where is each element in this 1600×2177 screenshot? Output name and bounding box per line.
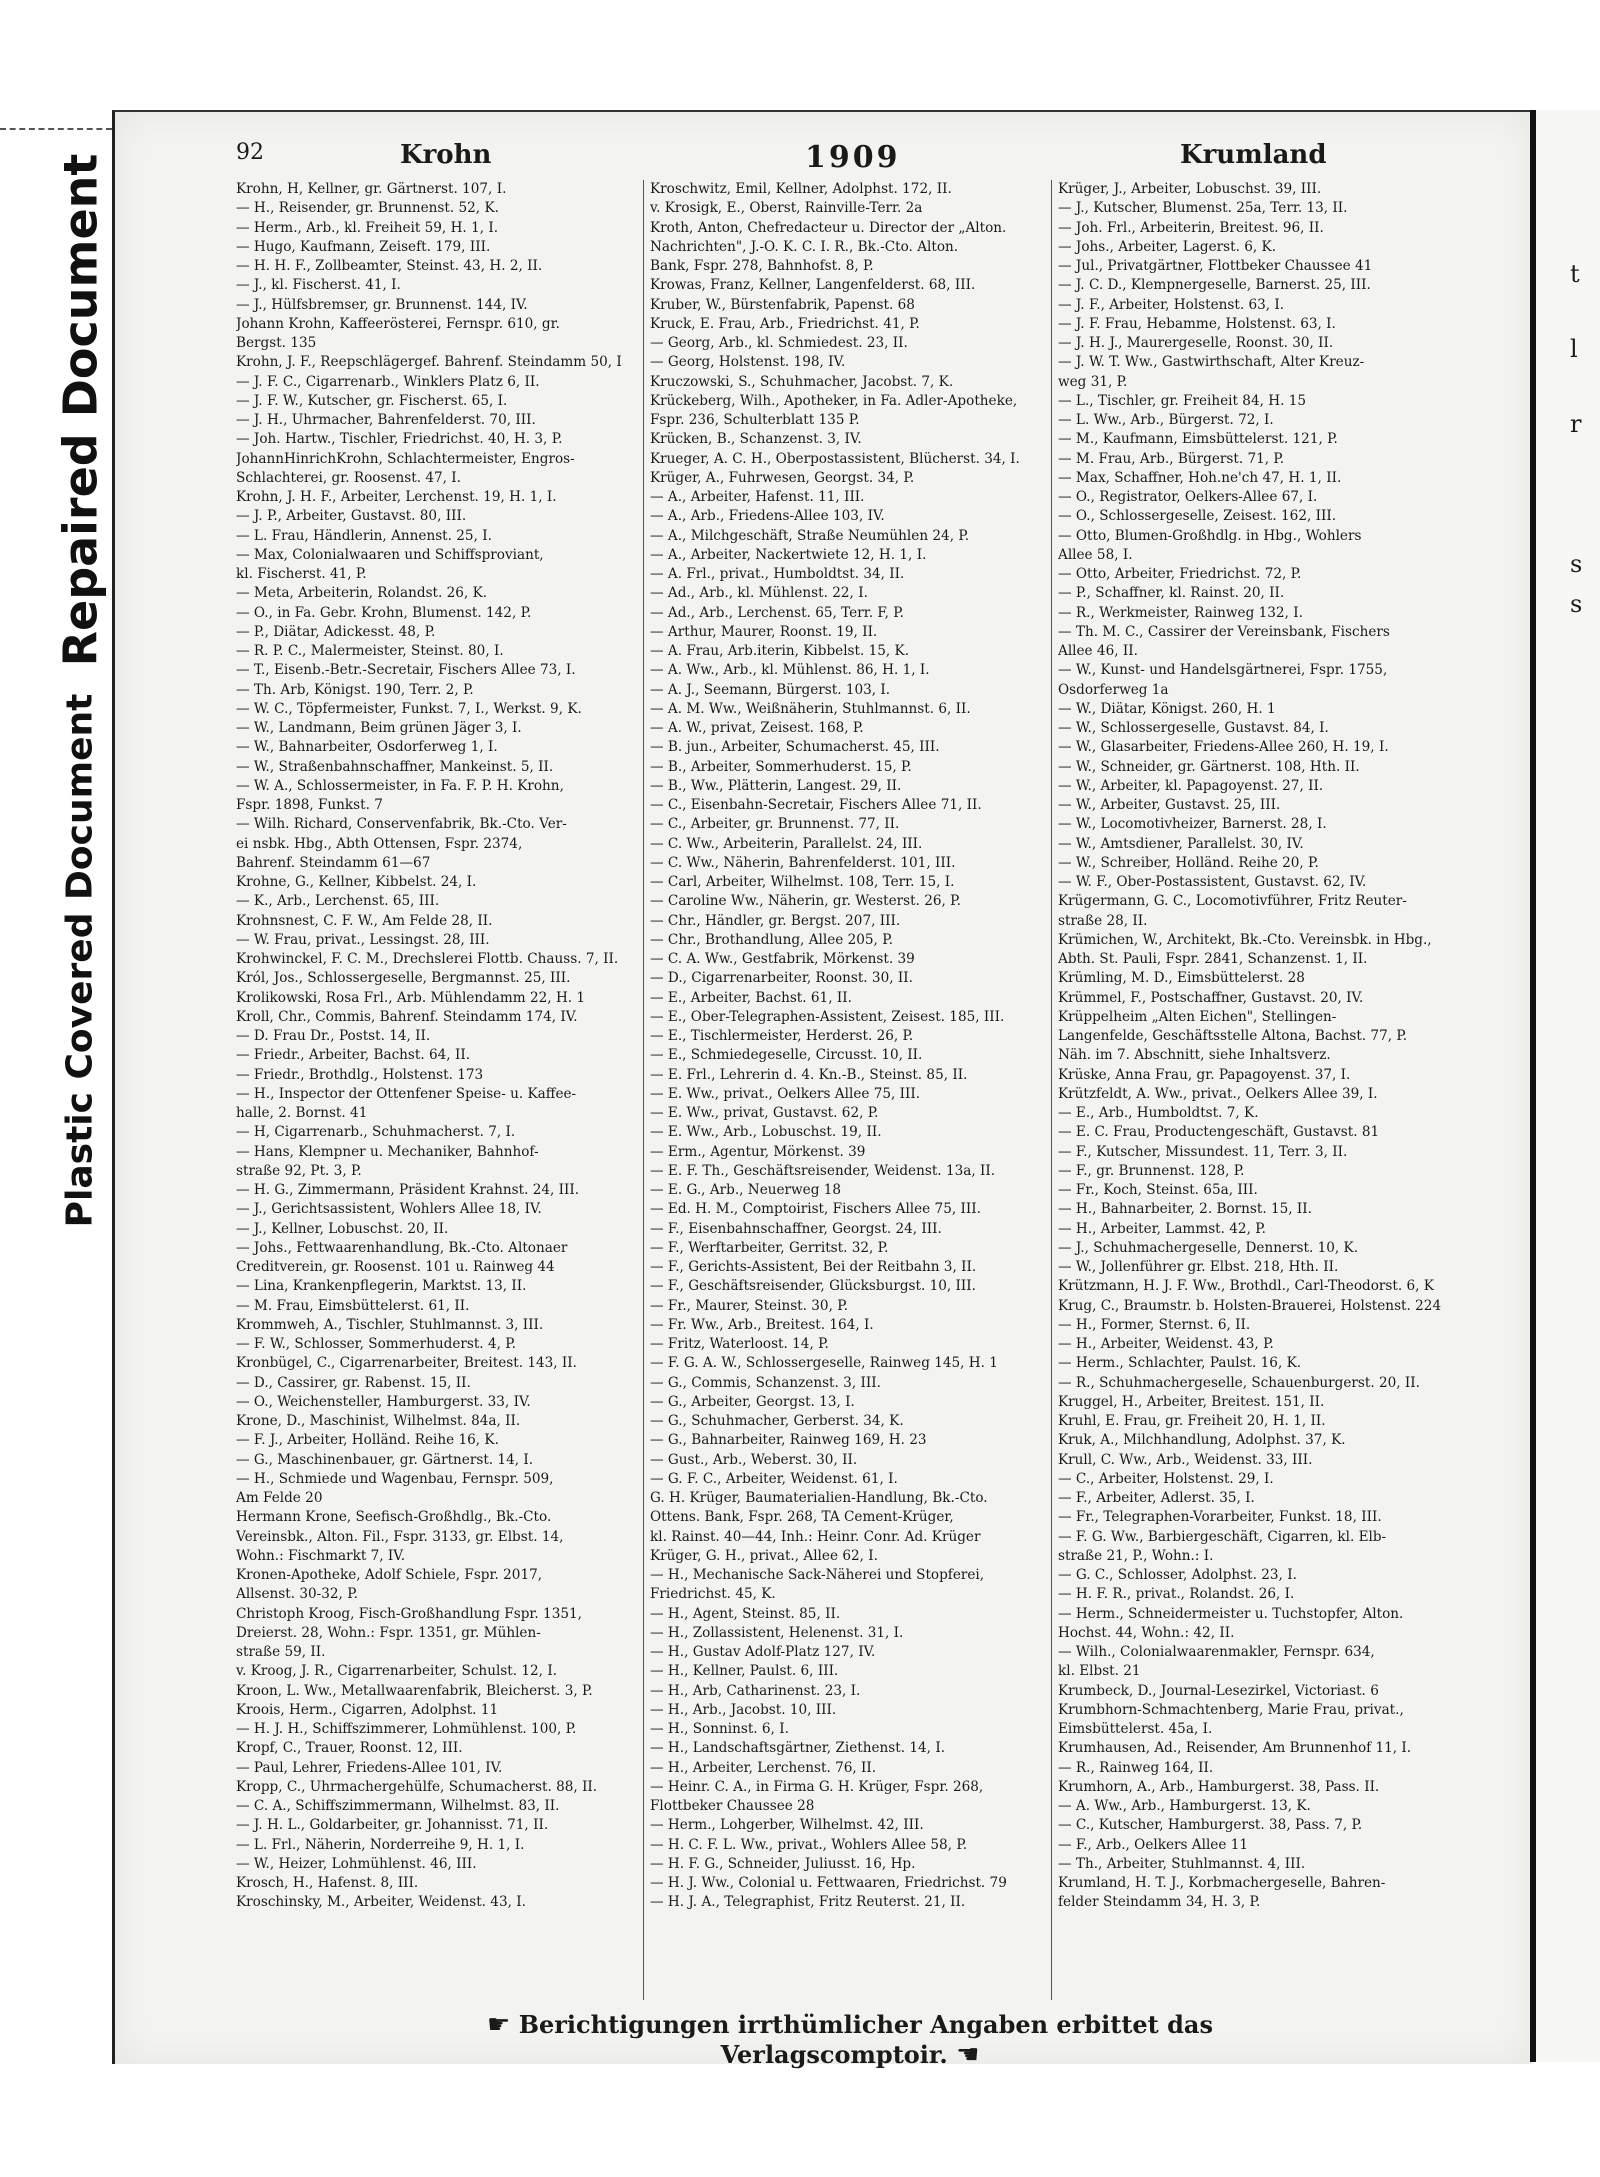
directory-entry: — Paul, Lehrer, Friedens-Allee 101, IV. xyxy=(236,1759,503,1776)
directory-entry: — Fritz, Waterloost. 14, P. xyxy=(650,1336,829,1352)
directory-entry: ei nsbk. Hbg., Abth Ottensen, Fspr. 2374, xyxy=(236,835,523,852)
directory-entry: v. Kroog, J. R., Cigarrenarbeiter, Schulst. 12, I. xyxy=(236,1663,558,1680)
directory-entry: Fspr. 1898, Funkst. 7 xyxy=(236,797,383,813)
directory-entry: — G. F. C., Arbeiter, Weidenst. 61, I. xyxy=(650,1470,898,1487)
directory-entry: — Th. Arb, Königst. 190, Terr. 2, P. xyxy=(236,681,474,698)
directory-entry: — J., Gerichtsassistent, Wohlers Allee 18, IV. xyxy=(236,1201,542,1218)
directory-entry: — Max, Colonialwaaren und Schiffsproviant, xyxy=(236,546,544,563)
pointing-hand-left-icon: ☛ xyxy=(487,2010,511,2040)
directory-entry: — T., Eisenb.-Betr.-Secretair, Fischers Allee 73, I. xyxy=(236,662,576,679)
directory-entry: — M., Kaufmann, Eimsbüttelerst. 121, P. xyxy=(1058,431,1338,448)
directory-entry: — E. Ww., privat., Oelkers Allee 75, III. xyxy=(650,1085,921,1102)
directory-entry: — A. W., privat, Zeisest. 168, P. xyxy=(650,720,864,736)
directory-entry: Ottens. Bank, Fspr. 268, TA Cement-Krüger, xyxy=(650,1509,954,1526)
directory-entry: — F., Geschäftsreisender, Glücksburgst. 10, III. xyxy=(650,1278,976,1295)
directory-entry: Schlachterei, gr. Roosenst. 47, I. xyxy=(236,469,461,486)
directory-entry: Krumbhorn-Schmachtenberg, Marie Frau, privat., xyxy=(1058,1701,1404,1718)
directory-entry: — Friedr., Brothdlg., Holstenst. 173 xyxy=(236,1066,484,1083)
directory-entry: straße 21, P., Wohn.: I. xyxy=(1058,1547,1214,1564)
directory-entry: — Wilh. Richard, Conservenfabrik, Bk.-Cto. Ver- xyxy=(236,816,567,833)
directory-entry: straße 59, II. xyxy=(236,1644,326,1660)
directory-entry: — O., Registrator, Oelkers-Allee 67, I. xyxy=(1058,489,1318,505)
directory-entry: Kruk, A., Milchhandlung, Adolphst. 37, K. xyxy=(1058,1432,1346,1449)
directory-entry: — R., Schuhmachergeselle, Schauenburgerst. 20, II. xyxy=(1058,1374,1420,1391)
adjacent-char: s xyxy=(1570,590,1583,618)
directory-entry: — Hans, Klempner u. Mechaniker, Bahnhof- xyxy=(236,1143,539,1160)
directory-entry: Bahrenf. Steindamm 61—67 xyxy=(236,854,431,871)
directory-entry: — C., Eisenbahn-Secretair, Fischers Allee 71, II. xyxy=(650,797,982,813)
directory-entry: — H. F. R., privat., Rolandst. 26, I. xyxy=(1058,1586,1295,1603)
directory-entry: — F., Arb., Oelkers Allee 11 xyxy=(1058,1836,1249,1853)
directory-entry: Kronbügel, C., Cigarrenarbeiter, Breitest. 143, II. xyxy=(236,1355,577,1372)
directory-entry: Krone, D., Maschinist, Wilhelmst. 84a, II. xyxy=(236,1413,521,1429)
directory-entry: Kroll, Chr., Commis, Bahrenf. Steindamm 174, IV. xyxy=(236,1008,578,1025)
directory-entry: — E. G., Arb., Neuerweg 18 xyxy=(650,1182,842,1198)
directory-entry: — Erm., Agentur, Mörkenst. 39 xyxy=(650,1143,866,1160)
directory-entry: — A. Ww., Arb., kl. Mühlenst. 86, H. 1, I. xyxy=(650,662,930,679)
directory-entry: — J. F. W., Kutscher, gr. Fischerst. 65, I. xyxy=(236,392,508,409)
directory-entry: — L. Frau, Händlerin, Annenst. 25, I. xyxy=(236,527,492,544)
directory-entry: kl. Elbst. 21 xyxy=(1058,1663,1141,1680)
directory-entry: — H. G., Zimmermann, Präsident Krahnst. 24, III. xyxy=(236,1182,580,1198)
directory-entry: — Herm., Schlachter, Paulst. 16, K. xyxy=(1058,1355,1302,1372)
directory-entry: — J. H., Uhrmacher, Bahrenfelderst. 70, III. xyxy=(236,412,536,428)
directory-entry: halle, 2. Bornst. 41 xyxy=(236,1105,368,1121)
directory-entry: — W., Schreiber, Holländ. Reihe 20, P. xyxy=(1058,854,1319,871)
directory-entry: Krützmann, H. J. F. Ww., Brothdl., Carl-Theodorst. 6, K xyxy=(1058,1278,1434,1295)
directory-entry: — W., Schneider, gr. Gärtnerst. 108, Hth. II. xyxy=(1058,758,1360,775)
directory-entry: — J. C. D., Klempnergeselle, Barnerst. 25, III. xyxy=(1058,277,1371,294)
directory-entry: Allee 58, I. xyxy=(1058,546,1133,563)
directory-entry: — Chr., Händler, gr. Bergst. 207, III. xyxy=(650,912,901,929)
directory-entry: — H., Gustav Adolf-Platz 127, IV. xyxy=(650,1644,876,1660)
directory-entry: Krohn, H, Kellner, gr. Gärtnerst. 107, I. xyxy=(236,181,507,197)
directory-entry: — E. Ww., privat, Gustavst. 62, P. xyxy=(650,1105,879,1121)
directory-entry: — C. Ww., Näherin, Bahrenfelderst. 101, III. xyxy=(650,854,956,871)
directory-entry: — E., Schmiedegeselle, Circusst. 10, II. xyxy=(650,1047,923,1064)
directory-entry: — J. W. T. Ww., Gastwirthschaft, Alter Kreuz- xyxy=(1058,354,1365,371)
directory-entry: Krumbeck, D., Journal-Lesezirkel, Victoriast. 6 xyxy=(1058,1682,1379,1699)
directory-entry: — D., Cigarrenarbeiter, Roonst. 30, II. xyxy=(650,970,913,987)
directory-entry: Krueger, A. C. H., Oberpostassistent, Blücherst. 34, I. xyxy=(650,450,1020,467)
directory-entry: Krützfeldt, A. Ww., privat., Oelkers Allee 39, I. xyxy=(1058,1085,1378,1102)
directory-entry: — Joh. Frl., Arbeiterin, Breitest. 96, II. xyxy=(1058,219,1324,236)
directory-entry: — J., Hülfsbremser, gr. Brunnenst. 144, IV. xyxy=(236,296,528,313)
directory-entry: Eimsbüttelerst. 45a, I. xyxy=(1058,1721,1213,1737)
directory-entry: Kruczowski, S., Schuhmacher, Jacobst. 7, K. xyxy=(650,373,954,390)
directory-entry: — Johs., Arbeiter, Lagerst. 6, K. xyxy=(1058,238,1277,255)
directory-entry: — F., Werftarbeiter, Gerritst. 32, P. xyxy=(650,1239,889,1256)
directory-entry: Flottbeker Chaussee 28 xyxy=(650,1798,815,1814)
directory-entry: — Fr., Koch, Steinst. 65a, III. xyxy=(1058,1182,1258,1198)
directory-entry: Krumhorn, A., Arb., Hamburgerst. 38, Pass. II. xyxy=(1058,1778,1380,1795)
directory-entry: — E., Ober-Telegraphen-Assistent, Zeisest. 185, III. xyxy=(650,1008,1005,1025)
directory-entry: — H. J. H., Schiffszimmerer, Lohmühlenst. 100, P. xyxy=(236,1721,577,1737)
directory-entry: — W., Heizer, Lohmühlenst. 46, III. xyxy=(236,1855,477,1872)
directory-entry: Kropf, C., Trauer, Roonst. 12, III. xyxy=(236,1740,463,1757)
directory-entry: Wohn.: Fischmarkt 7, IV. xyxy=(236,1547,406,1564)
directory-entry: Langenfelde, Geschäftsstelle Altona, Bachst. 77, P. xyxy=(1058,1028,1408,1044)
directory-entry: — F. G. A. W., Schlossergeselle, Rainweg 145, H. 1 xyxy=(650,1355,998,1372)
directory-entry: — H., Arbeiter, Lerchenst. 76, II. xyxy=(650,1759,877,1776)
directory-entry: — H., Bahnarbeiter, 2. Bornst. 15, II. xyxy=(1058,1201,1312,1218)
directory-entry: — A., Arb., Friedens-Allee 103, IV. xyxy=(650,508,885,525)
directory-entry: Krüske, Anna Frau, gr. Papagoyenst. 37, I. xyxy=(1058,1066,1351,1083)
directory-entry: Krüger, A., Fuhrwesen, Georgst. 34, P. xyxy=(650,469,915,486)
directory-entry: — K., Arb., Lerchenst. 65, III. xyxy=(236,893,440,910)
directory-entry: kl. Fischerst. 41, P. xyxy=(236,566,367,582)
footer-text: Berichtigungen irrthümlicher Angaben erbittet das Verlagscomptoir. xyxy=(518,2010,1213,2069)
directory-entry: — C. Ww., Arbeiterin, Parallelst. 24, III. xyxy=(650,835,923,852)
page-number: 92 xyxy=(236,140,264,165)
header-last-word: Krumland xyxy=(1180,140,1327,170)
directory-entry: — B., Ww., Plätterin, Langest. 29, II. xyxy=(650,777,902,794)
directory-entry: — Fr. Ww., Arb., Breitest. 164, I. xyxy=(650,1316,874,1333)
directory-entry: — Ed. H. M., Comptoirist, Fischers Allee 75, III. xyxy=(650,1201,981,1218)
directory-entry: — Max, Schaffner, Hoh.ne'ch 47, H. 1, II. xyxy=(1058,469,1342,486)
directory-entry: Kruggel, H., Arbeiter, Breitest. 151, II. xyxy=(1058,1393,1325,1410)
directory-entry: — A. M. Ww., Weißnäherin, Stuhlmannst. 6, II. xyxy=(650,700,971,717)
directory-entry: — Herm., Schneidermeister u. Tuchstopfer, Alton. xyxy=(1058,1605,1404,1622)
repaired-document-label: Repaired Document xyxy=(53,153,108,667)
directory-entry: Krohne, G., Kellner, Kibbelst. 24, I. xyxy=(236,874,477,890)
directory-entry: — L., Tischler, gr. Freiheit 84, H. 15 xyxy=(1058,392,1307,409)
directory-entry: — W. A., Schlossermeister, in Fa. F. P. H. Krohn, xyxy=(236,777,564,794)
directory-entry: — B., Arbeiter, Sommerhuderst. 15, P. xyxy=(650,758,912,775)
repaired-document-banner xyxy=(40,140,120,680)
directory-entry: — A., Arbeiter, Nackertwiete 12, H. 1, I. xyxy=(650,546,927,563)
directory-entry: straße 92, Pt. 3, P. xyxy=(236,1162,362,1179)
directory-entry: Krohn, J. F., Reepschlägergef. Bahrenf. Steindamm 50, I xyxy=(236,354,622,371)
adjacent-char: s xyxy=(1570,550,1583,578)
directory-entry: — Joh. Hartw., Tischler, Friedrichst. 40, H. 3, P. xyxy=(236,431,563,448)
directory-entry: — Meta, Arbeiterin, Rolandst. 26, K. xyxy=(236,585,488,602)
directory-entry: — H., Inspector der Ottenfener Speise- u. Kaffee- xyxy=(236,1085,577,1102)
directory-entry: felder Steindamm 34, H. 3, P. xyxy=(1058,1894,1261,1911)
directory-entry: — C. A. Ww., Gestfabrik, Mörkenst. 39 xyxy=(650,951,915,967)
directory-entry: — J. F. Frau, Hebamme, Holstenst. 63, I. xyxy=(1058,315,1336,332)
directory-entry: — E. Frl., Lehrerin d. 4. Kn.-B., Steinst. 85, II. xyxy=(650,1066,968,1083)
directory-entry: — J. H. J., Maurergeselle, Roonst. 30, II. xyxy=(1058,335,1334,351)
directory-entry: — J., Kellner, Lobuschst. 20, II. xyxy=(236,1220,449,1237)
directory-entry: — H., Arbeiter, Weidenst. 43, P. xyxy=(1058,1336,1274,1352)
directory-entry: Nachrichten", J.-O. K. C. I. R., Bk.-Cto. Alton. xyxy=(650,238,959,255)
directory-entry: — H., Arbeiter, Lammst. 42, P. xyxy=(1058,1220,1266,1237)
directory-entry: — H., Sonninst. 6, I. xyxy=(650,1721,789,1737)
directory-entry: — C. A., Schiffszimmermann, Wilhelmst. 83, II. xyxy=(236,1798,560,1814)
directory-entry: — J. P., Arbeiter, Gustavst. 80, III. xyxy=(236,508,467,525)
directory-entry: — H., Zollassistent, Helenenst. 31, I. xyxy=(650,1624,904,1641)
directory-entry: Johann Krohn, Kaffeerösterei, Fernspr. 610, gr. xyxy=(236,315,560,332)
directory-entry: — W., Amtsdiener, Parallelst. 30, IV. xyxy=(1058,835,1304,852)
directory-entry: — H., Reisender, gr. Brunnenst. 52, K. xyxy=(236,200,499,217)
directory-entry: — Chr., Brothandlung, Allee 205, P. xyxy=(650,931,893,948)
directory-entry: — Wilh., Colonialwaarenmakler, Fernspr. 634, xyxy=(1058,1644,1375,1660)
directory-entry: — F., Arbeiter, Adlerst. 35, I. xyxy=(1058,1490,1255,1506)
directory-entry: Krug, C., Braumstr. b. Holsten-Brauerei, Holstenst. 224 xyxy=(1058,1297,1442,1314)
directory-entry: Krolikowski, Rosa Frl., Arb. Mühlendamm 22, H. 1 xyxy=(236,989,586,1006)
directory-entry: — B. jun., Arbeiter, Schumacherst. 45, III. xyxy=(650,739,940,756)
directory-entry: — D. Frau Dr., Postst. 14, II. xyxy=(236,1028,431,1044)
directory-entry: Krowas, Franz, Kellner, Langenfelderst. 68, III. xyxy=(650,277,976,294)
directory-entry: — Fr., Telegraphen-Vorarbeiter, Funkst. 18, III. xyxy=(1058,1509,1382,1526)
directory-entry: straße 28, II. xyxy=(1058,912,1148,929)
directory-entry: — H., Schmiede und Wagenbau, Fernspr. 509, xyxy=(236,1470,554,1487)
adjacent-char: r xyxy=(1570,410,1582,438)
directory-entry: — H., Arb, Catharinenst. 23, I. xyxy=(650,1682,861,1699)
directory-entry: — Otto, Blumen-Großhdlg. in Hbg., Wohlers xyxy=(1058,527,1362,544)
directory-entry: — A. Frau, Arb.iterin, Kibbelst. 15, K. xyxy=(650,643,910,659)
directory-column-3 xyxy=(1058,180,1468,1913)
directory-entry: Christoph Kroog, Fisch-Großhandlung Fspr. 1351, xyxy=(236,1605,582,1622)
directory-entry: — M. Frau, Eimsbüttelerst. 61, II. xyxy=(236,1297,470,1314)
directory-entry: — Arthur, Maurer, Roonst. 19, II. xyxy=(650,623,878,640)
scan-edge-dashes xyxy=(0,128,112,130)
directory-entry: Krumhausen, Ad., Reisender, Am Brunnenhof 11, I. xyxy=(1058,1740,1412,1757)
directory-entry: Krückeberg, Wilh., Apotheker, in Fa. Adler-Apotheke, xyxy=(650,392,1018,409)
directory-entry: — H., Agent, Steinst. 85, II. xyxy=(650,1605,841,1622)
directory-entry: — Herm., Lohgerber, Wilhelmst. 42, III. xyxy=(650,1817,924,1834)
directory-entry: — R. P. C., Malermeister, Steinst. 80, I. xyxy=(236,643,504,659)
directory-entry: — Heinr. C. A., in Firma G. H. Krüger, Fspr. 268, xyxy=(650,1778,984,1795)
directory-entry: — P., Diätar, Adickesst. 48, P. xyxy=(236,623,436,640)
directory-entry: — C., Kutscher, Hamburgerst. 38, Pass. 7, P. xyxy=(1058,1817,1363,1834)
directory-entry: Krumland, H. T. J., Korbmachergeselle, Bahren- xyxy=(1058,1875,1386,1891)
directory-entry: Krohnsnest, C. F. W., Am Felde 28, II. xyxy=(236,912,493,929)
directory-entry: kl. Rainst. 40—44, Inh.: Heinr. Conr. Ad. Krüger xyxy=(650,1528,981,1545)
directory-column-2 xyxy=(650,180,1060,1913)
directory-entry: — F. G. Ww., Barbiergeschäft, Cigarren, kl. Elb- xyxy=(1058,1528,1387,1545)
directory-entry: — F. J., Arbeiter, Holländ. Reihe 16, K. xyxy=(236,1432,499,1449)
directory-entry: — W., Arbeiter, Gustavst. 25, III. xyxy=(1058,797,1281,813)
directory-entry: Abth. St. Pauli, Fspr. 2841, Schanzenst. 1, II. xyxy=(1058,951,1368,967)
directory-entry: — F., Eisenbahnschaffner, Georgst. 24, III. xyxy=(650,1220,942,1237)
directory-entry: Krümmel, F., Postschaffner, Gustavst. 20, IV. xyxy=(1058,989,1364,1006)
directory-entry: — H, Cigarrenarb., Schuhmacherst. 7, I. xyxy=(236,1124,516,1141)
directory-entry: — H., Kellner, Paulst. 6, III. xyxy=(650,1663,839,1680)
directory-entry: — W., Landmann, Beim grünen Jäger 3, I. xyxy=(236,720,522,736)
directory-entry: G. H. Krüger, Baumaterialien-Handlung, Bk.-Cto. xyxy=(650,1490,988,1506)
directory-entry: — J. F., Arbeiter, Holstenst. 63, I. xyxy=(1058,296,1285,313)
directory-entry: — J., Kutscher, Blumenst. 25a, Terr. 13, II. xyxy=(1058,200,1348,217)
directory-entry: — H. C. F. L. Ww., privat., Wohlers Allee 58, P. xyxy=(650,1836,968,1853)
directory-entry: — H. F. G., Schneider, Juliusst. 16, Hp. xyxy=(650,1855,916,1872)
directory-entry: Krosch, H., Hafenst. 8, III. xyxy=(236,1875,419,1891)
directory-entry: Krüger, J., Arbeiter, Lobuschst. 39, III. xyxy=(1058,181,1322,197)
directory-entry: — F., gr. Brunnenst. 128, P. xyxy=(1058,1162,1245,1179)
directory-entry: — C., Arbeiter, gr. Brunnenst. 77, II. xyxy=(650,816,900,833)
directory-entry: — Carl, Arbeiter, Wilhelmst. 108, Terr. 15, I. xyxy=(650,874,955,890)
adjacent-page-edge xyxy=(1530,110,1600,2062)
directory-entry: — Gust., Arb., Weberst. 30, II. xyxy=(650,1451,858,1468)
directory-entry: — J. F. C., Cigarrenarb., Winklers Platz 6, II. xyxy=(236,373,540,390)
directory-entry: — H. J. Ww., Colonial u. Fettwaaren, Friedrichst. 79 xyxy=(650,1875,1007,1891)
directory-entry: Hochst. 44, Wohn.: 42, II. xyxy=(1058,1624,1235,1641)
directory-entry: — W. Frau, privat., Lessingst. 28, III. xyxy=(236,931,490,948)
directory-entry: — W., Jollenführer gr. Elbst. 218, Hth. II. xyxy=(1058,1259,1339,1275)
directory-entry: — Th. M. C., Cassirer der Vereinsbank, Fischers xyxy=(1058,623,1390,640)
directory-entry: — G., Arbeiter, Georgst. 13, I. xyxy=(650,1393,855,1410)
directory-entry: — E., Tischlermeister, Herderst. 26, P. xyxy=(650,1028,914,1044)
directory-entry: — Friedr., Arbeiter, Bachst. 64, II. xyxy=(236,1047,471,1064)
directory-entry: — A. J., Seemann, Bürgerst. 103, I. xyxy=(650,681,891,698)
directory-entry: — G., Maschinenbauer, gr. Gärtnerst. 14, I. xyxy=(236,1451,534,1468)
directory-entry: — Ad., Arb., Lerchenst. 65, Terr. F, P. xyxy=(650,604,905,621)
directory-entry: Krommweh, A., Tischler, Stuhlmannst. 3, III. xyxy=(236,1316,544,1333)
directory-entry: Kruck, E. Frau, Arb., Friedrichst. 41, P. xyxy=(650,315,920,332)
adjacent-char: l xyxy=(1570,335,1578,363)
directory-entry: Creditverein, gr. Roosenst. 101 u. Rainweg 44 xyxy=(236,1259,555,1275)
directory-entry: — W., Kunst- und Handelsgärtnerei, Fspr. 1755, xyxy=(1058,662,1388,679)
directory-entry: — J., Schuhmachergeselle, Dennerst. 10, K. xyxy=(1058,1239,1359,1256)
directory-entry: — W., Glasarbeiter, Friedens-Allee 260, H. 19, I. xyxy=(1058,739,1389,756)
directory-entry: Król, Jos., Schlossergeselle, Bergmannst. 25, III. xyxy=(236,970,571,987)
directory-entry: — A. Ww., Arb., Hamburgerst. 13, K. xyxy=(1058,1798,1311,1814)
directory-entry: Krohn, J. H. F., Arbeiter, Lerchenst. 19, H. 1, I. xyxy=(236,489,557,505)
directory-entry: — A. Frl., privat., Humboldtst. 34, II. xyxy=(650,566,905,582)
footer-notice xyxy=(440,2010,1260,2070)
directory-entry: — E., Arb., Humboldtst. 7, K. xyxy=(1058,1105,1259,1121)
directory-entry: weg 31, P. xyxy=(1058,373,1128,390)
directory-entry: — H., Mechanische Sack-Näherei und Stopferei, xyxy=(650,1567,985,1583)
directory-entry: Krümichen, W., Architekt, Bk.-Cto. Vereinsbk. in Hbg., xyxy=(1058,931,1432,948)
directory-entry: Krüger, G. H., privat., Allee 62, I. xyxy=(650,1547,878,1564)
directory-entry: Näh. im 7. Abschnitt, siehe Inhaltsverz. xyxy=(1058,1047,1331,1064)
directory-entry: — W., Bahnarbeiter, Osdorferweg 1, I. xyxy=(236,739,498,756)
directory-entry: — E. F. Th., Geschäftsreisender, Weidenst. 13a, II. xyxy=(650,1162,996,1179)
directory-entry: Kroth, Anton, Chefredacteur u. Director der „Alton. xyxy=(650,219,1007,236)
directory-entry: — J., kl. Fischerst. 41, I. xyxy=(236,277,401,294)
directory-entry: — A., Milchgeschäft, Straße Neumühlen 24, P. xyxy=(650,527,970,544)
directory-entry: JohannHinrichKrohn, Schlachtermeister, Engros- xyxy=(236,450,575,467)
directory-entry: — Jul., Privatgärtner, Flottbeker Chaussee 41 xyxy=(1058,258,1373,274)
directory-entry: — C., Arbeiter, Holstenst. 29, I. xyxy=(1058,1470,1274,1487)
directory-entry: — W. C., Töpfermeister, Funkst. 7, I., Werkst. 9, K. xyxy=(236,700,582,717)
directory-entry: — F., Kutscher, Missundest. 11, Terr. 3, II. xyxy=(1058,1143,1348,1160)
directory-entry: — H., Former, Sternst. 6, II. xyxy=(1058,1316,1251,1333)
directory-entry: Friedrichst. 45, K. xyxy=(650,1586,776,1603)
directory-entry: — E. Ww., Arb., Lobuschst. 19, II. xyxy=(650,1124,882,1141)
directory-entry: Vereinsbk., Alton. Fil., Fspr. 3133, gr. Elbst. 14, xyxy=(236,1528,564,1545)
directory-entry: — D., Cassirer, gr. Rabenst. 15, II. xyxy=(236,1374,471,1391)
directory-entry: — J. H. L., Goldarbeiter, gr. Johannisst. 71, II. xyxy=(236,1817,549,1834)
directory-entry: — Herm., Arb., kl. Freiheit 59, H. 1, I. xyxy=(236,219,499,236)
directory-entry: Kronen-Apotheke, Adolf Schiele, Fspr. 2017, xyxy=(236,1567,543,1583)
directory-entry: — O., in Fa. Gebr. Krohn, Blumenst. 142, P. xyxy=(236,604,532,621)
directory-entry: Bank, Fspr. 278, Bahnhofst. 8, P. xyxy=(650,258,874,274)
directory-entry: — M. Frau, Arb., Bürgerst. 71, P. xyxy=(1058,450,1285,467)
directory-entry: — A., Arbeiter, Hafenst. 11, III. xyxy=(650,489,865,505)
directory-entry: Am Felde 20 xyxy=(236,1490,323,1506)
directory-entry: — Johs., Fettwaarenhandlung, Bk.-Cto. Altonaer xyxy=(236,1239,568,1256)
directory-entry: — R., Werkmeister, Rainweg 132, I. xyxy=(1058,604,1303,621)
directory-entry: — H. J. A., Telegraphist, Fritz Reuterst. 21, II. xyxy=(650,1894,966,1911)
directory-entry: — L. Ww., Arb., Bürgerst. 72, I. xyxy=(1058,412,1274,428)
pointing-hand-right-icon: ☚ xyxy=(956,2040,980,2070)
directory-entry: Krümling, M. D., Eimsbüttelerst. 28 xyxy=(1058,970,1305,987)
directory-entry: Kruber, W., Bürstenfabrik, Papenst. 68 xyxy=(650,296,915,313)
directory-entry: Kruhl, E. Frau, gr. Freiheit 20, H. 1, II. xyxy=(1058,1413,1326,1429)
adjacent-char: t xyxy=(1570,260,1580,288)
directory-entry: Krull, C. Ww., Arb., Weidenst. 33, III. xyxy=(1058,1451,1313,1468)
directory-entry: — W., Diätar, Königst. 260, H. 1 xyxy=(1058,700,1276,717)
directory-entry: — W. F., Ober-Postassistent, Gustavst. 62, IV. xyxy=(1058,874,1367,890)
directory-entry: — H., Arb., Jacobst. 10, III. xyxy=(650,1701,837,1718)
directory-entry: — Th., Arbeiter, Stuhlmannst. 4, III. xyxy=(1058,1855,1306,1872)
directory-entry: Krohwinckel, F. C. M., Drechslerei Flottb. Chauss. 7, II. xyxy=(236,951,619,967)
directory-entry: — W., Schlossergeselle, Gustavst. 84, I. xyxy=(1058,720,1329,736)
directory-entry: — L. Frl., Näherin, Norderreihe 9, H. 1, I. xyxy=(236,1836,525,1853)
directory-entry: Osdorferweg 1a xyxy=(1058,681,1169,698)
directory-entry: — O., Schlossergeselle, Zeisest. 162, III. xyxy=(1058,508,1337,525)
directory-entry: Krücken, B., Schanzenst. 3, IV. xyxy=(650,431,862,448)
directory-entry: — H., Landschaftsgärtner, Ziethenst. 14, I. xyxy=(650,1740,946,1757)
directory-entry: — G., Schuhmacher, Gerberst. 34, K. xyxy=(650,1413,904,1429)
directory-entry: Kroois, Herm., Cigarren, Adolphst. 11 xyxy=(236,1701,499,1718)
directory-entry: — Georg, Arb., kl. Schmiedest. 23, II. xyxy=(650,335,908,351)
directory-entry: — Caroline Ww., Näherin, gr. Westerst. 26, P. xyxy=(650,893,961,910)
directory-entry: — P., Schaffner, kl. Rainst. 20, II. xyxy=(1058,585,1285,602)
directory-entry: — W., Straßenbahnschaffner, Mankeinst. 5, II. xyxy=(236,758,554,775)
directory-entry: Kroschinsky, M., Arbeiter, Weidenst. 43, I. xyxy=(236,1894,526,1911)
directory-entry: — W., Locomotivheizer, Barnerst. 28, I. xyxy=(1058,816,1327,833)
directory-entry: Krüppelheim „Alten Eichen", Stellingen- xyxy=(1058,1008,1337,1025)
plastic-covered-label: Plastic Covered Document xyxy=(59,693,101,1227)
directory-column-1 xyxy=(236,180,646,1913)
directory-entry: — F., Gerichts-Assistent, Bei der Reitbahn 3, II. xyxy=(650,1259,977,1275)
directory-entry: — G., Commis, Schanzenst. 3, III. xyxy=(650,1374,881,1391)
header-year: 1909 xyxy=(805,140,901,175)
directory-entry: Kropp, C., Uhrmachergehülfe, Schumacherst. 88, II. xyxy=(236,1778,598,1795)
directory-entry: — O., Weichensteller, Hamburgerst. 33, IV. xyxy=(236,1393,531,1410)
directory-entry: — G., Bahnarbeiter, Rainweg 169, H. 23 xyxy=(650,1432,927,1449)
directory-entry: — W., Arbeiter, kl. Papagoyenst. 27, II. xyxy=(1058,777,1324,794)
directory-entry: Hermann Krone, Seefisch-Großhdlg., Bk.-Cto. xyxy=(236,1509,552,1526)
directory-entry: — Fr., Maurer, Steinst. 30, P. xyxy=(650,1297,848,1314)
header-first-word: Krohn xyxy=(400,140,492,170)
directory-entry: — Hugo, Kaufmann, Zeiseft. 179, III. xyxy=(236,238,491,255)
directory-entry: Bergst. 135 xyxy=(236,335,317,351)
directory-entry: — F. W., Schlosser, Sommerhuderst. 4, P. xyxy=(236,1336,516,1352)
directory-entry: Allee 46, II. xyxy=(1058,643,1138,659)
plastic-covered-banner xyxy=(40,690,120,1230)
directory-entry: Kroschwitz, Emil, Kellner, Adolphst. 172, II. xyxy=(650,181,952,197)
directory-entry: Dreierst. 28, Wohn.: Fspr. 1351, gr. Mühlen- xyxy=(236,1624,541,1641)
directory-entry: — Otto, Arbeiter, Friedrichst. 72, P. xyxy=(1058,566,1302,582)
directory-entry: Krügermann, G. C., Locomotivführer, Fritz Reuter- xyxy=(1058,893,1407,910)
directory-entry: Fspr. 236, Schulterblatt 135 P. xyxy=(650,412,860,428)
directory-entry: v. Krosigk, E., Oberst, Rainville-Terr. 2a xyxy=(650,200,923,217)
directory-entry: Allsenst. 30-32, P. xyxy=(236,1586,358,1603)
directory-entry: Kroon, L. Ww., Metallwaarenfabrik, Bleicherst. 3, P. xyxy=(236,1682,593,1699)
directory-entry: — Lina, Krankenpflegerin, Marktst. 13, II. xyxy=(236,1278,527,1295)
directory-entry: — H. H. F., Zollbeamter, Steinst. 43, H. 2, II. xyxy=(236,258,543,274)
directory-entry: — E., Arbeiter, Bachst. 61, II. xyxy=(650,989,852,1006)
directory-entry: — Ad., Arb., kl. Mühlenst. 22, I. xyxy=(650,585,868,602)
directory-entry: — E. C. Frau, Productengeschäft, Gustavst. 81 xyxy=(1058,1124,1380,1141)
directory-entry: — R., Rainweg 164, II. xyxy=(1058,1759,1214,1776)
directory-entry: — Georg, Holstenst. 198, IV. xyxy=(650,354,846,371)
directory-entry: — G. C., Schlosser, Adolphst. 23, I. xyxy=(1058,1567,1297,1583)
